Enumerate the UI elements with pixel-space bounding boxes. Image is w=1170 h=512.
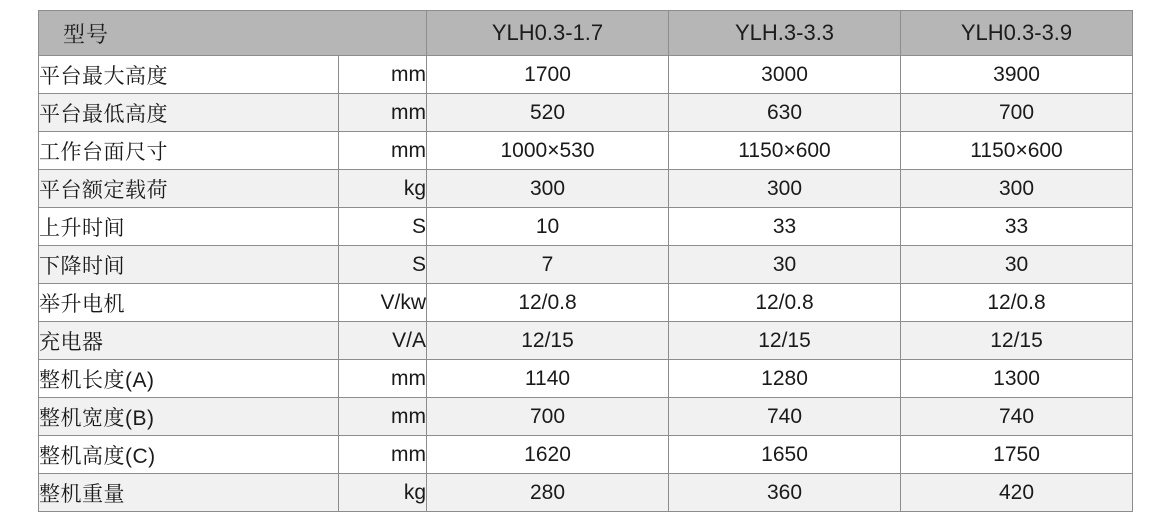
row-value-3: 3900 [901,56,1133,94]
table-row [39,436,1133,474]
row-value-2: 1280 [669,360,901,398]
table-row [39,246,1133,284]
table-row [39,94,1133,132]
row-value-1: 12/15 [427,322,669,360]
row-value-3: 30 [901,246,1133,284]
row-value-3: 700 [901,94,1133,132]
row-value-2: 12/0.8 [669,284,901,322]
row-value-3: 740 [901,398,1133,436]
row-value-2: 360 [669,474,901,512]
row-value-2: 630 [669,94,901,132]
table-body [39,11,1133,512]
row-value-3: 1750 [901,436,1133,474]
row-label: 上升时间 [39,208,339,246]
row-value-2: 3000 [669,56,901,94]
row-value-3: 33 [901,208,1133,246]
header-model-3: YLH0.3-3.9 [901,11,1133,56]
table-row [39,398,1133,436]
row-label: 充电器 [39,322,339,360]
header-model-1: YLH0.3-1.7 [427,11,669,56]
row-label: 举升电机 [39,284,339,322]
row-value-1: 700 [427,398,669,436]
specification-table [38,10,1133,512]
row-value-2: 30 [669,246,901,284]
row-value-2: 300 [669,170,901,208]
row-label: 平台最大高度 [39,56,339,94]
row-value-3: 1300 [901,360,1133,398]
row-unit: V/kw [339,284,427,322]
row-unit: kg [339,170,427,208]
row-value-3: 300 [901,170,1133,208]
row-value-1: 10 [427,208,669,246]
row-label: 工作台面尺寸 [39,132,339,170]
row-label: 整机长度(A) [39,360,339,398]
row-unit: mm [339,94,427,132]
table-row [39,56,1133,94]
table-row [39,322,1133,360]
row-value-2: 1650 [669,436,901,474]
row-label: 平台额定载荷 [39,170,339,208]
row-value-1: 1000×530 [427,132,669,170]
row-value-2: 740 [669,398,901,436]
table-row [39,170,1133,208]
row-value-1: 1700 [427,56,669,94]
row-value-3: 12/0.8 [901,284,1133,322]
row-value-3: 1150×600 [901,132,1133,170]
row-unit: mm [339,132,427,170]
table-row [39,208,1133,246]
row-unit: V/A [339,322,427,360]
row-label: 整机重量 [39,474,339,512]
row-label: 下降时间 [39,246,339,284]
row-label: 整机宽度(B) [39,398,339,436]
table-row [39,474,1133,512]
row-unit: S [339,208,427,246]
table-row [39,132,1133,170]
row-value-1: 7 [427,246,669,284]
row-value-3: 420 [901,474,1133,512]
row-value-2: 12/15 [669,322,901,360]
row-value-1: 520 [427,94,669,132]
row-unit: S [339,246,427,284]
specification-sheet [38,10,1132,512]
row-unit: mm [339,360,427,398]
table-row [39,360,1133,398]
row-value-1: 1140 [427,360,669,398]
row-label: 平台最低高度 [39,94,339,132]
row-unit: kg [339,474,427,512]
row-value-1: 1620 [427,436,669,474]
row-label: 整机高度(C) [39,436,339,474]
row-unit: mm [339,436,427,474]
row-value-2: 1150×600 [669,132,901,170]
table-header-row [39,11,1133,56]
row-value-1: 12/0.8 [427,284,669,322]
row-value-2: 33 [669,208,901,246]
row-unit: mm [339,398,427,436]
row-value-1: 280 [427,474,669,512]
row-value-3: 12/15 [901,322,1133,360]
header-model-2: YLH.3-3.3 [669,11,901,56]
table-row [39,284,1133,322]
row-unit: mm [339,56,427,94]
row-value-1: 300 [427,170,669,208]
header-model-label: 型号 [39,11,427,56]
